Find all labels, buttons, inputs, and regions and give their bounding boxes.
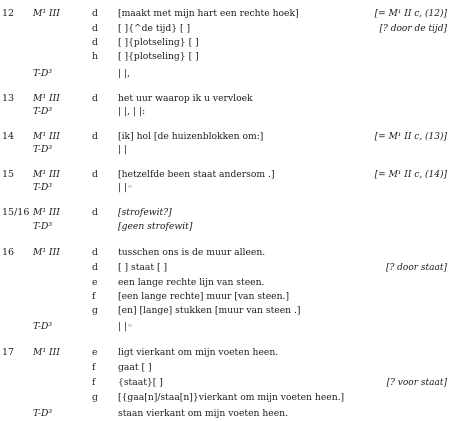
variant-code: d [92, 262, 98, 273]
variant-text: het uur waarop ik u vervloek [118, 93, 253, 104]
variant-code: d [92, 23, 98, 34]
witness-siglum: T-D³ [33, 144, 53, 155]
variant-code: d [92, 93, 98, 104]
variant-text: [ ]{plotseling} [ ] [118, 37, 199, 48]
variant-text: [maakt met mijn hart een rechte hoek] [118, 8, 299, 19]
witness-siglum: T-D³ [33, 106, 53, 117]
editorial-note: [= M¹ II c, (14)] [374, 170, 447, 180]
variant-code: d [92, 131, 98, 142]
variant-code: h [92, 51, 98, 62]
variant-text: een lange rechte lijn van steen. [118, 277, 265, 288]
witness-siglum: M¹ III [33, 247, 60, 258]
variant-text: | |◦ [118, 182, 133, 193]
witness-siglum: M¹ III [33, 169, 60, 180]
variant-text: [ik] hol [de huizenblokken om:] [118, 131, 264, 142]
line-number: 16 [2, 247, 15, 258]
variant-text: gaat [ ] [118, 362, 152, 373]
variant-text: [ ] staat [ ] [118, 262, 168, 273]
variant-text: | |, [118, 68, 131, 79]
line-number: 12 [2, 8, 15, 19]
variant-text: [ ]{^de tijd} [ ] [118, 23, 191, 34]
variant-text: staan vierkant om mijn voeten heen. [118, 408, 288, 419]
line-number: 13 [2, 93, 15, 104]
variant-text: tusschen ons is de muur alleen. [118, 247, 266, 258]
editorial-note: [? door staat] [385, 263, 447, 273]
variant-code: e [92, 277, 98, 288]
witness-siglum: M¹ III [33, 207, 60, 218]
variant-text: | |◦ [118, 321, 133, 332]
witness-siglum: T-D³ [33, 321, 53, 332]
witness-siglum: T-D³ [33, 68, 53, 79]
witness-siglum: M¹ III [33, 8, 60, 19]
variant-text: | | [118, 144, 128, 155]
variant-text: {staat}[ ] [118, 377, 163, 388]
line-number: 15 [2, 169, 15, 180]
variant-text: | |, | |: [118, 106, 146, 117]
line-number: 14 [2, 131, 15, 142]
variant-text: [en] [lange] stukken [muur van steen .] [118, 305, 301, 316]
variant-text: [hetzelfde been staat andersom .] [118, 169, 275, 180]
line-number: 15/16 [2, 207, 30, 218]
variant-text: ligt vierkant om mijn voeten heen. [118, 347, 279, 358]
editorial-note: [? door de tijd] [379, 24, 447, 34]
witness-siglum: M¹ III [33, 93, 60, 104]
variant-code: d [92, 37, 98, 48]
variant-text: [ ]{plotseling} [ ] [118, 51, 199, 62]
variant-code: d [92, 8, 98, 19]
variant-text: [een lange rechte] muur [van steen.] [118, 291, 290, 302]
variant-text: [geen strofewit] [118, 221, 193, 232]
variant-code: e [92, 347, 98, 358]
editorial-note: [? voor staat] [386, 378, 447, 388]
variant-code: f [92, 291, 96, 302]
variant-text: [strofewit?] [118, 207, 172, 218]
witness-siglum: M¹ III [33, 347, 60, 358]
variant-code: g [92, 305, 98, 316]
editorial-note: [= M¹ II c, (12)] [374, 9, 447, 19]
variant-code: f [92, 362, 96, 373]
witness-siglum: T-D³ [33, 221, 53, 232]
witness-siglum: M¹ III [33, 131, 60, 142]
witness-siglum: T-D³ [33, 182, 53, 193]
variant-code: f [92, 377, 96, 388]
variant-code: d [92, 169, 98, 180]
variant-code: d [92, 207, 98, 218]
variant-code: g [92, 392, 98, 403]
variant-text: [{gaa[n]/staa[n]}vierkant om mijn voeten heen.] [118, 392, 345, 403]
line-number: 17 [2, 347, 15, 358]
editorial-note: [= M¹ II c, (13)] [374, 132, 447, 142]
witness-siglum: T-D³ [33, 408, 53, 419]
variant-code: d [92, 247, 98, 258]
